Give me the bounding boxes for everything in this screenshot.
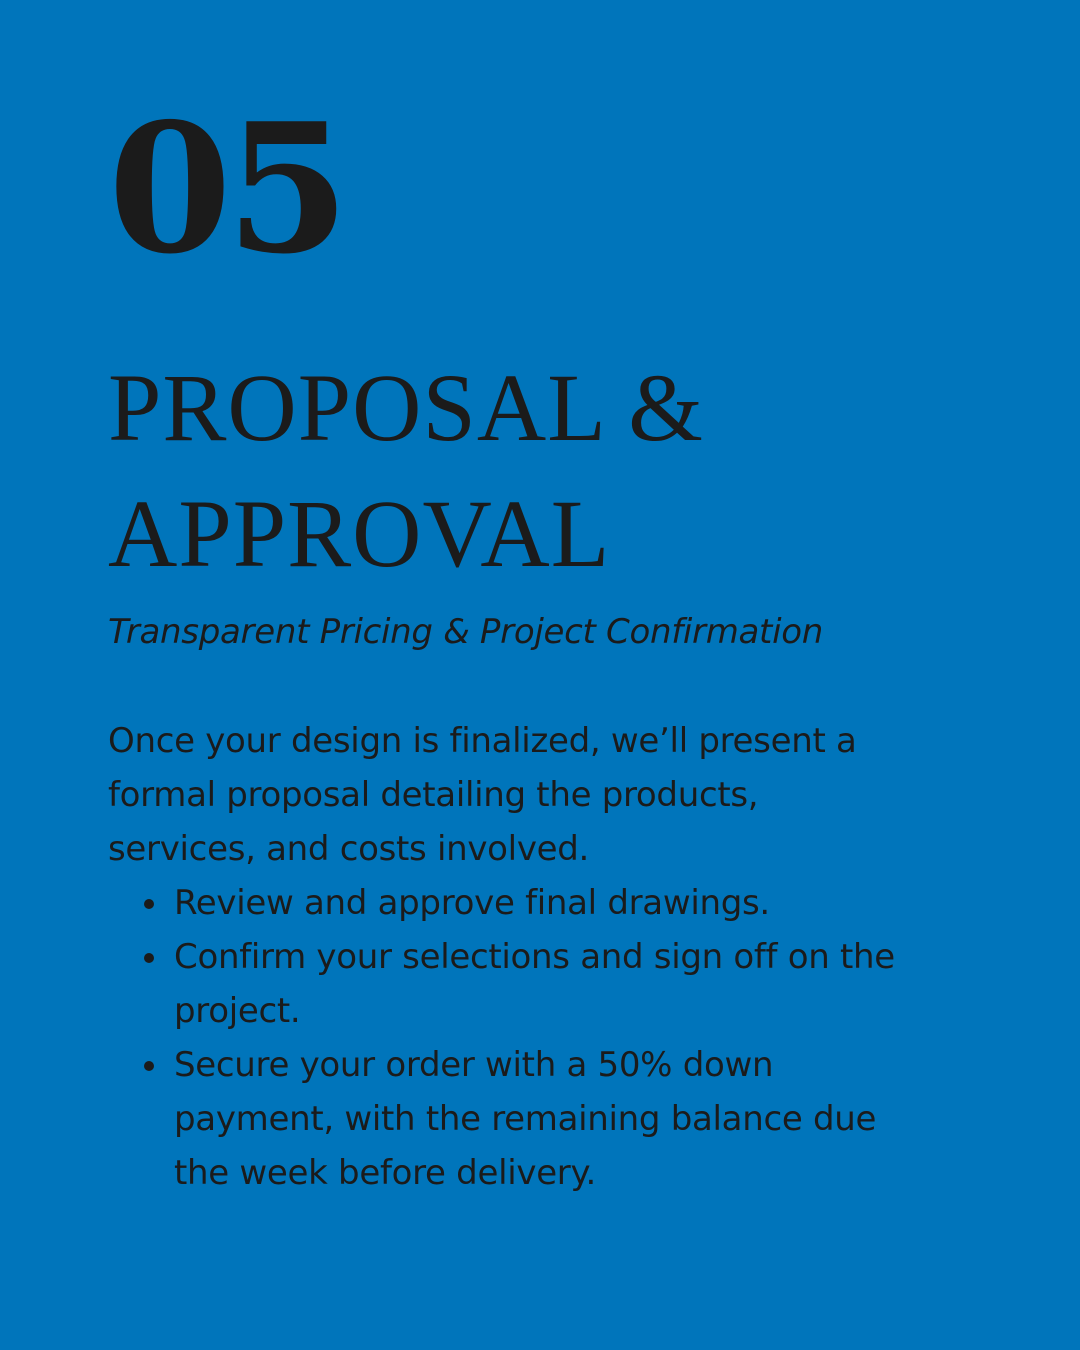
bullet-line: project. (174, 991, 301, 1031)
step-number: 05 (108, 84, 344, 293)
subtitle: Transparent Pricing & Project Confirmation (108, 612, 823, 652)
bullet-dot-icon (144, 953, 154, 963)
title-line-1: PROPOSAL & (108, 354, 704, 461)
page-title (108, 345, 704, 597)
intro-line: services, and costs involved. (108, 829, 590, 869)
bullet-dot-icon (144, 899, 154, 909)
bullet-line: the week before delivery. (174, 1153, 596, 1193)
intro-line: Once your design is finalized, we’ll present a (108, 721, 857, 761)
bullet-line: Confirm your selections and sign off on the (174, 937, 895, 977)
bullet-item (108, 930, 988, 1038)
title-line-2: APPROVAL (108, 480, 611, 587)
bullet-line: Secure your order with a 50% down (174, 1045, 774, 1085)
bullet-item (108, 876, 988, 930)
bullet-list (108, 876, 988, 1200)
bullet-dot-icon (144, 1061, 154, 1071)
bullet-line: payment, with the remaining balance due (174, 1099, 877, 1139)
intro-paragraph (108, 714, 968, 876)
bullet-item (108, 1038, 988, 1200)
bullet-line: Review and approve final drawings. (174, 883, 770, 923)
intro-line: formal proposal detailing the products, (108, 775, 759, 815)
